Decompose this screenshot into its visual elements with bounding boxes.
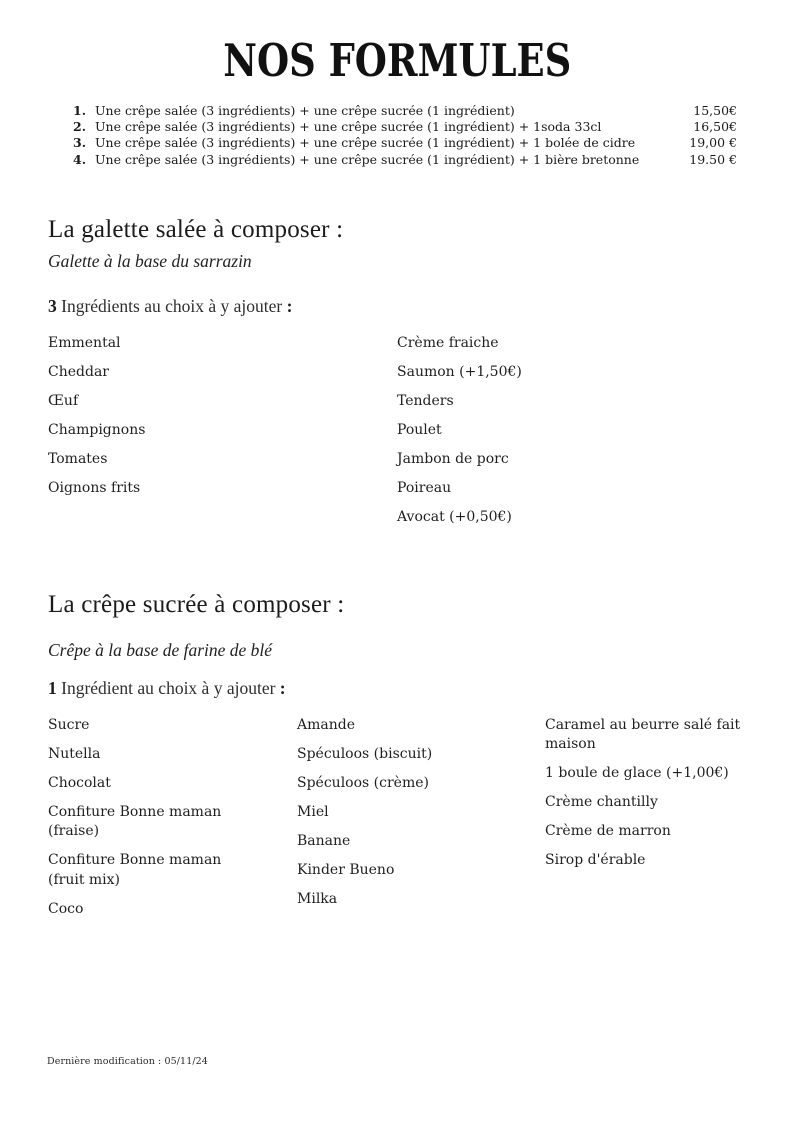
ingredient-item: Spéculoos (biscuit)	[297, 745, 433, 762]
formule-row	[73, 103, 737, 119]
formule-text: Une crêpe salée (3 ingrédients) + une crêpe sucrée (1 ingrédient) + 1 bolée de cidre	[95, 135, 636, 151]
ingredient-item: Champignons	[48, 421, 146, 438]
formule-price: 19.50 €	[689, 151, 737, 167]
ingredient-item: Oignons frits	[48, 479, 141, 496]
ingredient-item: Coco	[48, 900, 84, 917]
savory-section-subtitle: Galette à la base du sarrazin	[48, 250, 252, 271]
formules-list	[73, 103, 737, 168]
ingredient-item: Banane	[297, 832, 351, 849]
ingredient-item: Sirop d'érable	[545, 852, 646, 869]
savory-intro-colon: :	[282, 295, 293, 316]
ingredient-item: Spéculoos (crème)	[297, 774, 429, 791]
formule-number: 4.	[73, 151, 87, 167]
formule-row	[73, 152, 737, 168]
sweet-ingredient-count: 1	[48, 677, 57, 698]
sweet-section	[48, 591, 746, 929]
ingredient-item: Cheddar	[48, 363, 109, 380]
formule-price: 16,50€	[693, 119, 737, 135]
sweet-ingredient-column-3	[545, 716, 750, 881]
ingredient-item: Confiture Bonne maman (fruit mix)	[48, 852, 222, 888]
ingredient-item: Poulet	[397, 421, 442, 438]
ingredient-item: Confiture Bonne maman (fraise)	[48, 803, 222, 840]
sweet-ingredient-column-1	[48, 716, 297, 929]
sweet-section-heading: La crêpe sucrée à composer :	[48, 590, 345, 618]
sweet-intro-colon: :	[275, 677, 286, 698]
ingredient-item: 1 boule de glace (+1,00€)	[545, 765, 729, 782]
ingredient-item: Amande	[297, 716, 355, 733]
formule-row	[73, 135, 737, 151]
ingredient-item: Miel	[297, 803, 329, 820]
ingredient-item: Œuf	[48, 392, 79, 409]
ingredient-item: Avocat (+0,50€)	[397, 508, 512, 525]
savory-ingredient-columns	[48, 334, 746, 537]
formule-price: 15,50€	[693, 103, 737, 118]
ingredient-item: Kinder Bueno	[297, 861, 395, 878]
ingredient-item: Saumon (+1,50€)	[397, 363, 522, 380]
formule-row	[73, 119, 737, 135]
ingredient-item: Tenders	[397, 392, 454, 409]
savory-intro-text: Ingrédients au choix à y ajouter	[56, 295, 283, 316]
ingredient-item: Caramel au beurre salé fait maison	[545, 716, 741, 753]
savory-section	[48, 216, 746, 537]
formule-text: Une crêpe salée (3 ingrédients) + une crêpe sucrée (1 ingrédient)	[95, 103, 515, 118]
sweet-ingredients-intro	[48, 678, 746, 699]
sweet-intro-text: Ingrédient au choix à y ajouter	[56, 677, 276, 698]
sweet-ingredient-column-2	[297, 716, 545, 919]
formule-number: 1.	[73, 103, 87, 118]
ingredient-item: Crème fraiche	[397, 334, 499, 351]
ingredient-item: Tomates	[48, 450, 108, 467]
ingredient-item: Crème de marron	[545, 823, 671, 840]
ingredient-item: Sucre	[48, 716, 90, 733]
formule-price: 19,00 €	[689, 135, 737, 151]
formule-text: Une crêpe salée (3 ingrédients) + une crêpe sucrée (1 ingrédient) + 1 bière bretonne	[95, 151, 640, 167]
ingredient-item: Crème chantilly	[545, 794, 658, 811]
sweet-ingredient-columns	[48, 716, 746, 929]
ingredient-item: Poireau	[397, 479, 452, 496]
ingredient-item: Jambon de porc	[397, 450, 509, 467]
title-wrap	[0, 34, 794, 87]
savory-ingredient-column-2	[397, 334, 717, 537]
sweet-section-subtitle: Crêpe à la base de farine de blé	[48, 639, 273, 660]
last-modified-note: Dernière modification : 05/11/24	[47, 1056, 208, 1067]
savory-section-heading: La galette salée à composer :	[48, 215, 344, 243]
ingredient-item: Emmental	[48, 334, 121, 351]
ingredient-item: Nutella	[48, 745, 101, 762]
savory-ingredients-intro	[48, 296, 746, 317]
ingredient-item: Milka	[297, 890, 338, 907]
formule-number: 3.	[73, 135, 87, 151]
page-title: NOS FORMULES	[222, 34, 572, 87]
savory-ingredient-column-1	[48, 334, 397, 508]
ingredient-item: Chocolat	[48, 774, 111, 791]
formule-number: 2.	[73, 119, 87, 135]
savory-ingredient-count: 3	[48, 295, 57, 316]
formule-text: Une crêpe salée (3 ingrédients) + une crêpe sucrée (1 ingrédient) + 1soda 33cl	[95, 119, 602, 135]
